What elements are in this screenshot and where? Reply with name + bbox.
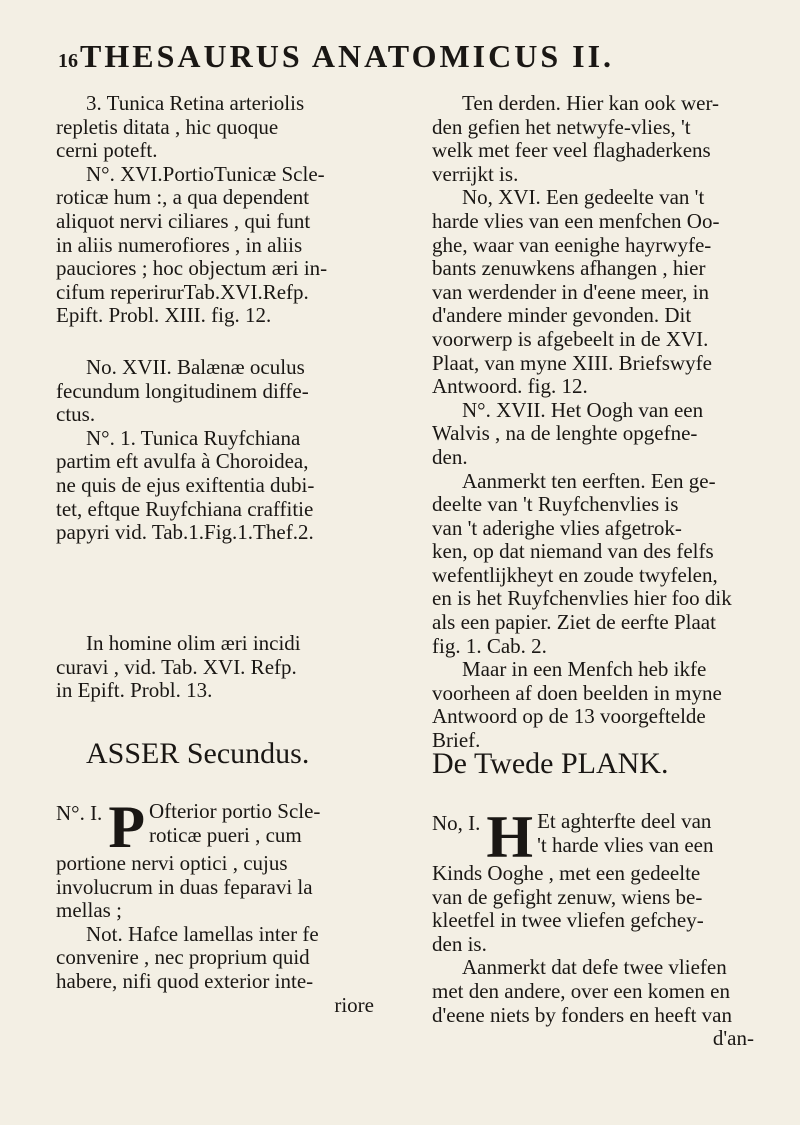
latin-paragraph-17 <box>56 356 374 545</box>
entry-number: N°. I. <box>56 801 103 825</box>
text-line: Antwoord op de 13 voorgeftelde <box>432 705 706 729</box>
text-line: den. <box>432 445 468 469</box>
text-line: partim eft avulfa à Choroidea, <box>56 450 309 474</box>
text-line: van de gefight zenuw, wiens be- <box>432 885 703 909</box>
text-line: N°. 1. Tunica Ruyfchiana <box>86 426 301 450</box>
text-line: Plaat, van myne XIII. Briefswyfe <box>432 351 712 375</box>
text-line: habere, nifi quod exterior inte- <box>56 969 314 993</box>
text-line: met den andere, over een komen en <box>432 979 730 1003</box>
text-line: harde vlies van een menfchen Oo- <box>432 209 720 233</box>
text-line: In homine olim æri incidi <box>86 632 301 655</box>
dutch-paragraph-main <box>432 92 754 753</box>
text-line: in aliis numerofiores , in aliis <box>56 233 303 257</box>
entry-number: No, I. <box>432 811 481 835</box>
text-line: Brief. <box>432 729 481 753</box>
text-line: aliquot nervi ciliares , qui funt <box>56 209 311 233</box>
text-line: Antwoord. fig. 12. <box>432 375 588 399</box>
running-header <box>58 38 768 78</box>
section-heading-dutch: De Twede PLANK. <box>432 747 669 780</box>
text-line: in Epift. Probl. 13. <box>56 679 213 703</box>
text-line: involucrum in duas feparavi la <box>56 875 313 899</box>
text-line: d'eene niets by fonders en heeft van <box>432 1003 732 1027</box>
text-line: Not. Hafce lamellas inter fe <box>86 922 319 946</box>
text-line: voorwerp is afgebeelt in de XVI. <box>432 327 709 351</box>
text-line: mellas ; <box>56 899 122 923</box>
text-line: den is. <box>432 932 487 956</box>
running-title: THESAURUS ANATOMICUS II. <box>80 38 615 74</box>
page-number: 16 <box>58 50 78 72</box>
text-line: ghe, waar van eenighe hayrwyfe- <box>432 233 712 257</box>
text-line: bants zenuwkens afhangen , hier <box>432 257 706 281</box>
text-line: Maar in een Menfch heb ikfe <box>462 658 707 682</box>
text-line: kleetfel in twee vliefen gefchey- <box>432 909 704 933</box>
section-heading-latin: ASSER Secundus. <box>86 737 310 770</box>
text-line: als een papier. Ziet de eerfte Plaat <box>432 611 716 635</box>
latin-paragraph-3-16 <box>56 92 374 328</box>
catchword: riore <box>334 993 374 1017</box>
text-line: portione nervi optici , cujus <box>56 852 288 875</box>
text-line: papyri vid. Tab.1.Fig.1.Thef.2. <box>56 521 314 545</box>
text-line: Aanmerkt ten eerften. Een ge- <box>462 469 716 493</box>
text-line: tet, eftque Ruyfchiana craffitie <box>56 497 314 521</box>
text-line: roticæ pueri , cum <box>148 823 302 847</box>
text-line: ctus. <box>56 403 96 427</box>
text-line: pauciores ; hoc objectum æri in- <box>56 257 328 281</box>
drop-cap: P <box>108 794 145 860</box>
dutch-paragraph-plank-1 <box>432 804 754 1051</box>
text-line: 't harde vlies van een <box>537 833 714 857</box>
catchword: d'an- <box>712 1027 754 1051</box>
text-line: No. XVII. Balænæ oculus <box>86 356 305 379</box>
text-line: van 't aderighe vlies afgetrok- <box>432 516 682 540</box>
text-line: voorheen af doen beelden in myne <box>432 681 722 705</box>
text-line: wefentlijkheyt en zoude twyfelen, <box>432 563 718 587</box>
text-line: Ten derden. Hier kan ook wer- <box>462 92 720 115</box>
text-line: roticæ hum :, a qua dependent <box>56 186 310 210</box>
text-line: welk met feer veel flaghaderkens <box>432 139 711 163</box>
text-line: fecundum longitudinem diffe- <box>56 379 309 403</box>
text-line: Et aghterfte deel van <box>537 810 712 833</box>
text-line: N°. XVII. Het Oogh van een <box>462 398 704 422</box>
text-line: deelte van 't Ruyfchenvlies is <box>432 493 679 517</box>
text-line: van werdender in d'eene meer, in <box>432 280 709 304</box>
text-line: en is het Ruyfchenvlies hier foo dik <box>432 587 732 611</box>
drop-cap: H <box>486 804 534 870</box>
latin-paragraph-homine <box>56 632 374 703</box>
text-line: repletis ditata , hic quoque <box>56 115 279 139</box>
text-line: convenire , nec proprium quid <box>56 946 310 970</box>
text-line: cifum reperirurTab.XVI.Refp. <box>56 280 309 304</box>
text-line: curavi , vid. Tab. XVI. Refp. <box>56 655 297 679</box>
text-line: cerni poteft. <box>56 139 158 163</box>
text-line: d'andere minder gevonden. Dit <box>432 304 692 328</box>
text-line: den gefien het netwyfe-vlies, 't <box>432 115 691 139</box>
text-line: Kinds Ooghe , met een gedeelte <box>432 862 701 885</box>
text-line: ken, op dat niemand van des felfs <box>432 540 714 564</box>
text-line: N°. XVI.PortioTunicæ Scle- <box>86 162 325 186</box>
text-line: ne quis de ejus exiftentia dubi- <box>56 473 315 497</box>
latin-paragraph-asser-1 <box>56 794 374 1017</box>
text-line: fig. 1. Cab. 2. <box>432 634 547 658</box>
text-line: Aanmerkt dat defe twee vliefen <box>462 956 727 980</box>
text-line: 3. Tunica Retina arteriolis <box>86 92 305 115</box>
text-line: Ofterior portio Scle- <box>148 800 321 823</box>
text-line: Epift. Probl. XIII. fig. 12. <box>56 304 272 328</box>
text-line: Walvis , na de lenghte opgefne- <box>432 422 698 446</box>
text-line: verrijkt is. <box>432 162 519 186</box>
text-line: No, XVI. Een gedeelte van 't <box>462 186 705 210</box>
